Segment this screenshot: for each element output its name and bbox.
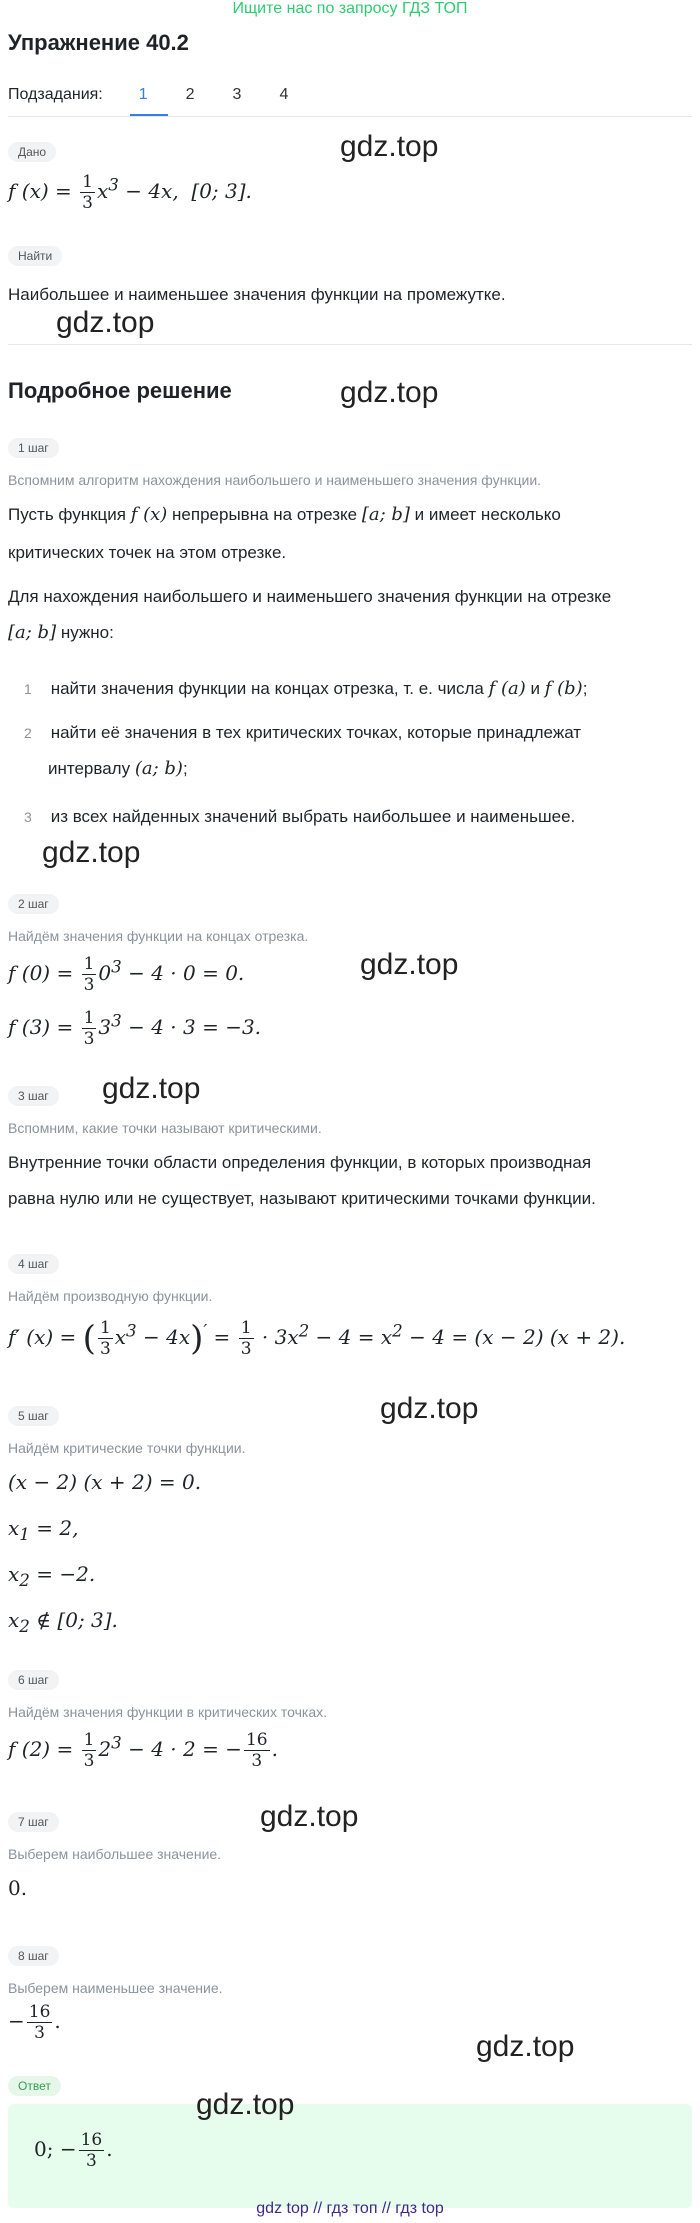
list-item: 3 из всех найденных значений выбрать наибольшее и наименьшее.	[24, 807, 576, 826]
watermark: gdz.top	[56, 306, 155, 339]
formula-x1: $x_1 = 2$,	[8, 1516, 79, 1544]
step1-paragraph2-cont: [a; b] нужно:	[8, 622, 114, 643]
step-hint: Найдём критические точки функции.	[8, 1440, 246, 1456]
list-item: 2 найти её значения в тех критических точках, которые принадлежат	[24, 723, 582, 742]
find-text: Наибольшее и наименьшее значения функции на промежутке.	[8, 285, 506, 304]
step-badge: 1 шаг	[8, 438, 59, 458]
step-hint: Вспомним, какие точки называют критическими.	[8, 1120, 322, 1136]
step3-line2: равна нулю или не существует, называют критическими точками функции.	[8, 1189, 596, 1208]
step-badge: 7 шаг	[8, 1812, 59, 1832]
solution-heading: Подробное решение	[8, 378, 232, 403]
min-value: − $\frac{16}{3}$ .	[8, 2002, 61, 2043]
step3-line1: Внутренние точки области определения функции, в которых производная	[8, 1153, 592, 1172]
watermark: gdz.top	[360, 948, 459, 981]
watermark: gdz.top	[42, 836, 141, 869]
step-badge: 3 шаг	[8, 1086, 59, 1106]
step-hint: Найдём производную функции.	[8, 1288, 213, 1304]
footer-links[interactable]: gdz top // гдз топ // гдз top	[256, 2200, 444, 2217]
step-badge: 8 шаг	[8, 1946, 59, 1966]
watermark: gdz.top	[476, 2030, 575, 2063]
step-badge: 2 шаг	[8, 894, 59, 914]
watermark: gdz.top	[260, 1800, 359, 1833]
watermark: gdz.top	[340, 130, 439, 163]
subtasks-label: Подзадания:	[8, 86, 103, 103]
answer-value: 0; − $\frac{16}{3}$ .	[34, 2130, 113, 2171]
watermark: gdz.top	[196, 2088, 295, 2121]
watermark: gdz.top	[380, 1392, 479, 1425]
step-hint: Найдём значения функции на концах отрезка.	[8, 928, 309, 944]
step-hint: Найдём значения функции в критических точках.	[8, 1704, 328, 1720]
find-badge: Найти	[8, 246, 62, 266]
formula-derivative: f′ (x) = ( $\frac{1}{3}$ $x^3 - 4x)'$ = $\frac{1}{3}$ · $3x^2 - 4 = x^2 - 4 = (x - 2) (x + 2)$.	[8, 1318, 626, 1359]
step1-paragraph1-cont: критических точек на этом отрезке.	[8, 543, 287, 562]
step-hint: Выберем наибольшее значение.	[8, 1846, 222, 1862]
divider	[8, 344, 692, 345]
answer-badge: Ответ	[8, 2076, 61, 2096]
formula-f0: f (0) = $\frac{1}{3}$ $0^3 - 4 \cdot 0 = 0$.	[8, 954, 245, 995]
formula-f2: f (2) = $\frac{1}{3}$ $2^3 - 4 \cdot 2$ = − $\frac{16}{3}$ .	[8, 1730, 278, 1771]
divider	[8, 116, 692, 117]
subtask-tabs	[8, 86, 296, 104]
step-badge: 6 шаг	[8, 1670, 59, 1690]
tab-subtask-4[interactable]: 4	[279, 86, 289, 103]
top-banner[interactable]: Ищите нас по запросу ГДЗ ТОП	[232, 0, 468, 17]
tab-subtask-3[interactable]: 3	[232, 86, 242, 103]
step-hint: Выберем наименьшее значение.	[8, 1980, 223, 1996]
step-hint: Вспомним алгоритм нахождения наибольшего и наименьшего значения функции.	[8, 472, 542, 488]
formula-x2: $x_2 = -2$.	[8, 1562, 96, 1590]
list-item: 1 найти значения функции на концах отрезка, т. е. числа f (a) и f (b);	[24, 678, 588, 699]
step-badge: 5 шаг	[8, 1406, 59, 1426]
formula-roots: (x − 2) (x + 2) = 0.	[8, 1470, 202, 1494]
step-badge: 4 шаг	[8, 1254, 59, 1274]
tab-subtask-2[interactable]: 2	[185, 86, 195, 103]
max-value: 0.	[8, 1876, 28, 1900]
formula-f3: f (3) = $\frac{1}{3}$ $3^3 - 4 \cdot 3 = -3$.	[8, 1008, 262, 1049]
watermark: gdz.top	[340, 376, 439, 409]
formula-x2-notin: $x_2$ ∉ [0; 3].	[8, 1608, 118, 1636]
given-badge: Дано	[8, 142, 56, 162]
page-title: Упражнение 40.2	[8, 30, 189, 55]
watermark: gdz.top	[102, 1072, 201, 1105]
list-item-cont: интервалу (a; b);	[48, 758, 188, 779]
step1-paragraph2: Для нахождения наибольшего и наименьшего значения функции на отрезке	[8, 587, 612, 606]
step1-paragraph1: Пусть функция f (x) непрерывна на отрезке [a; b] и имеет несколько	[8, 504, 561, 525]
given-formula: f (x) = $\frac{1}{3}$ $x^3 - 4x$, [0; 3].	[8, 172, 252, 213]
tab-subtask-1[interactable]: 1	[138, 86, 148, 103]
